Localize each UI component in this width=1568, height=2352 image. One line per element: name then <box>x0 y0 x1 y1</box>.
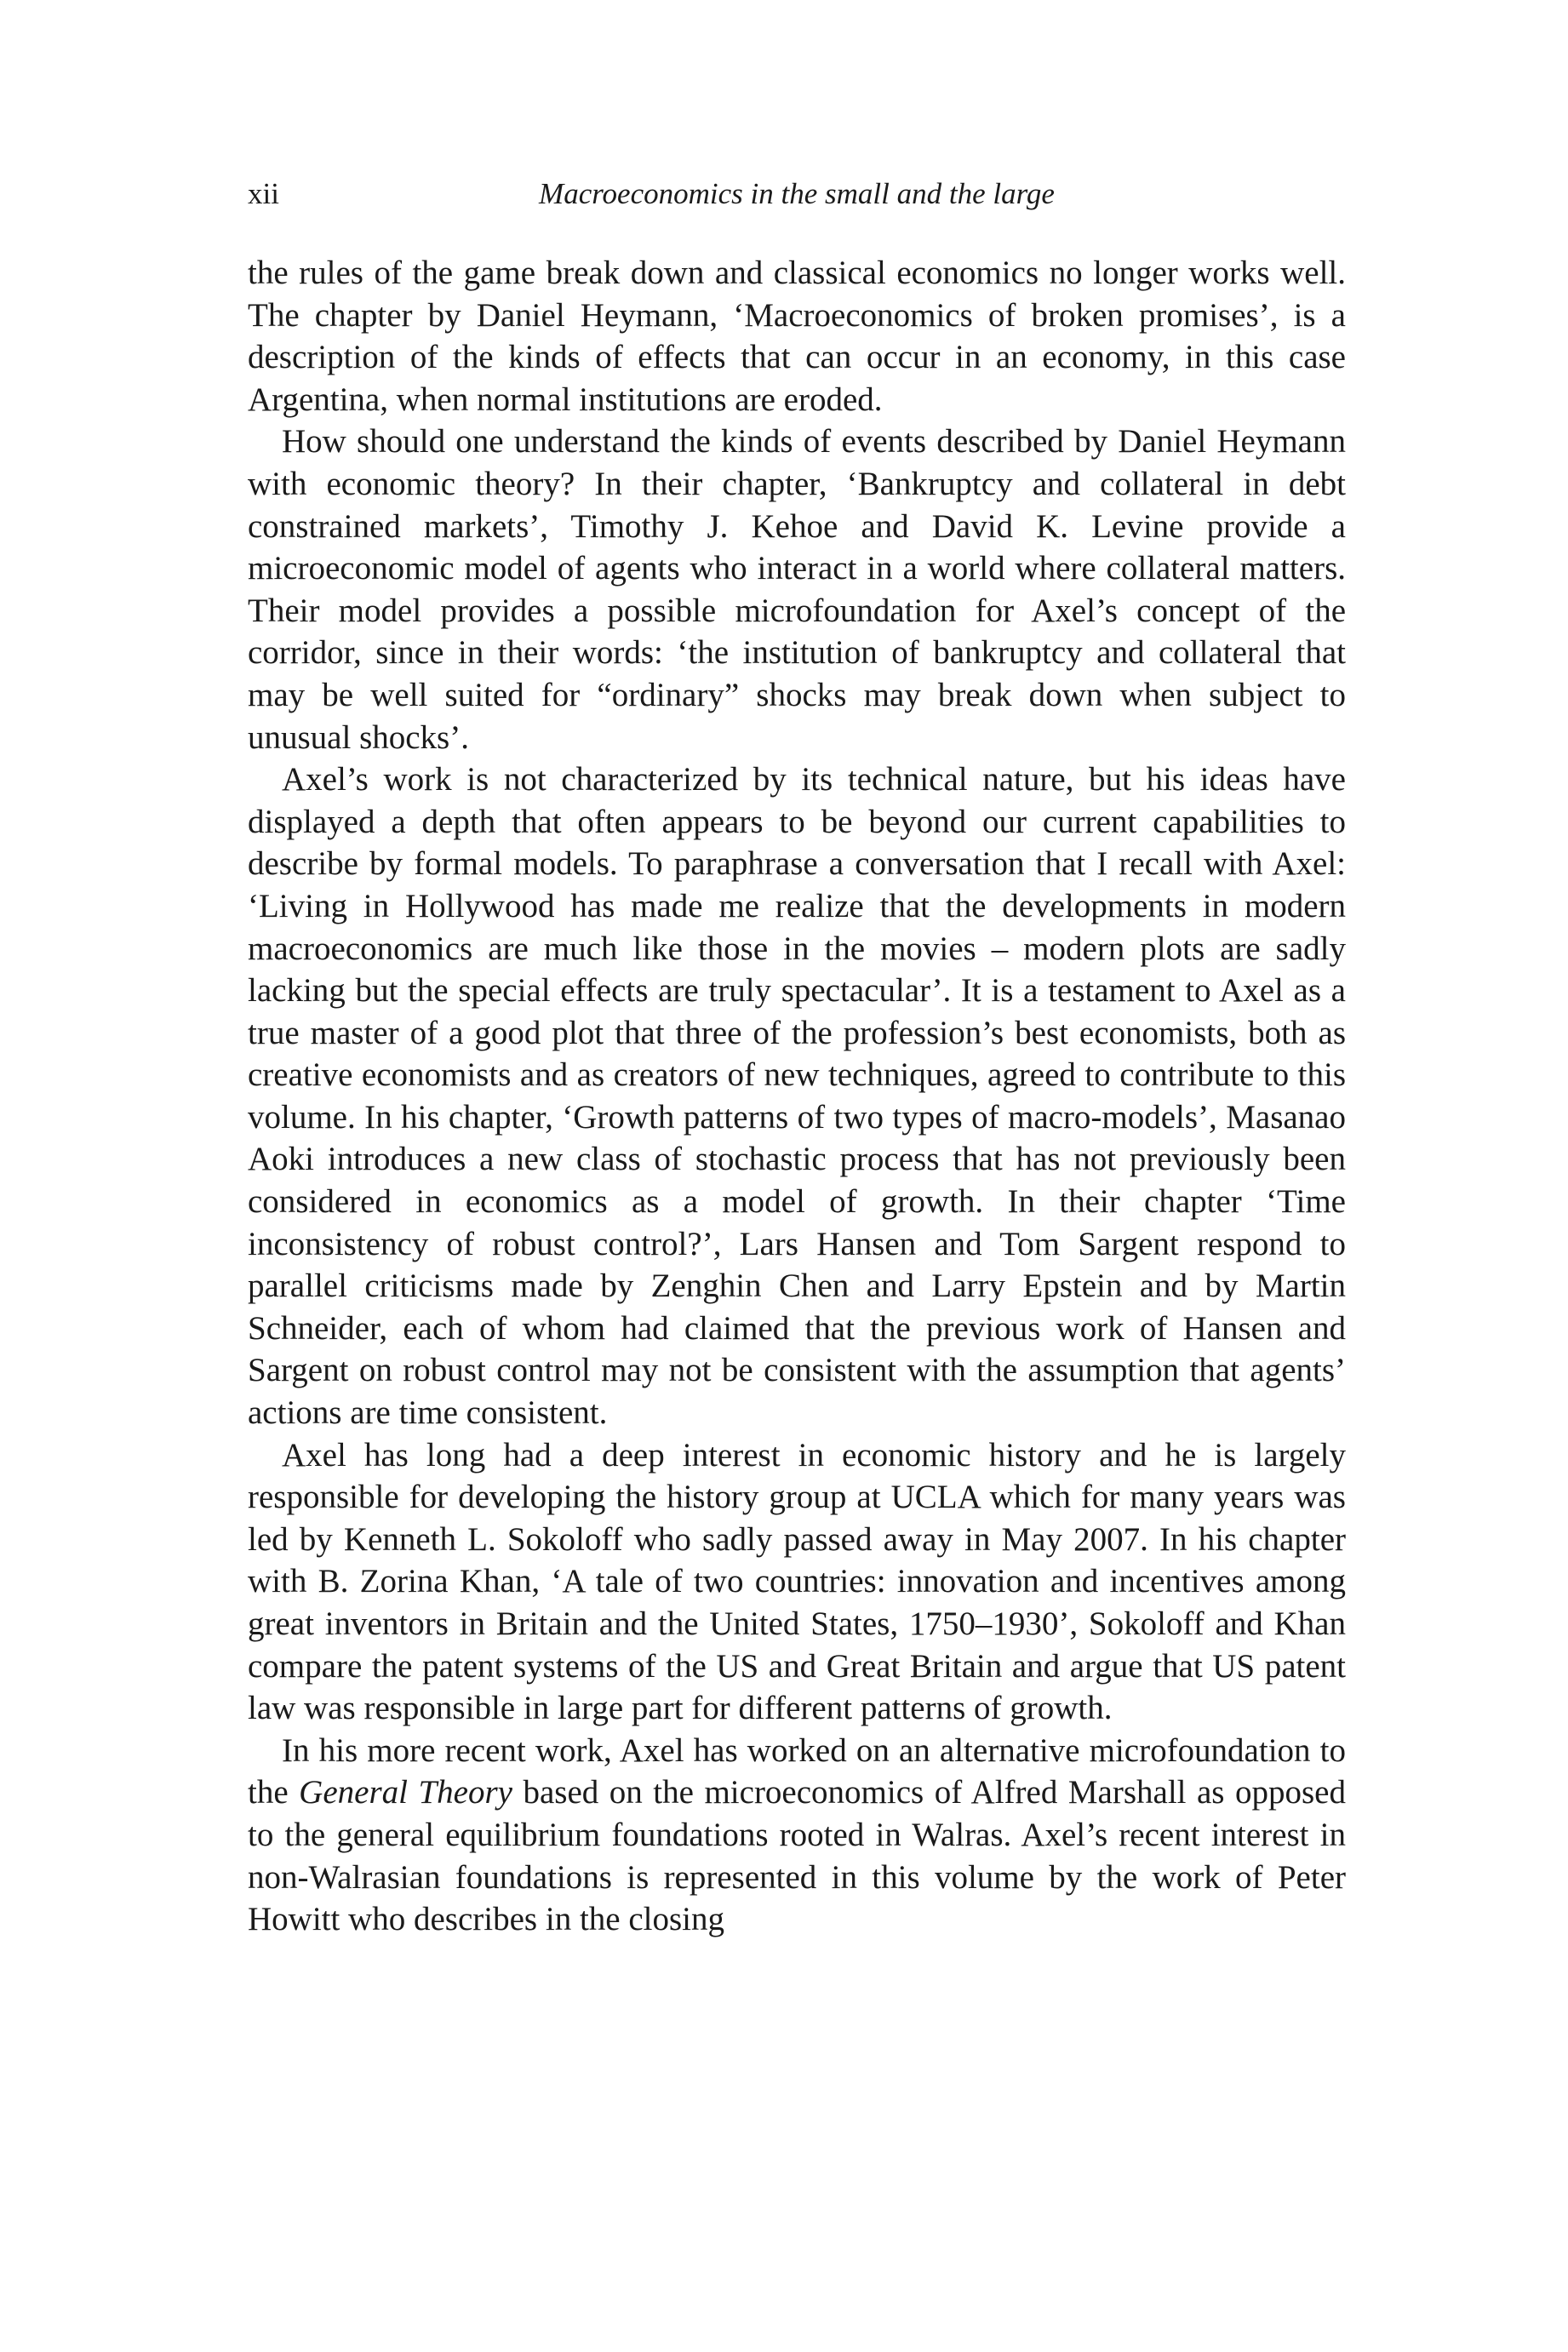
paragraph-4: Axel has long had a deep interest in economic history and he is largely responsible for developing the history group at UCLA which for many years was led by Kenneth L. Sokoloff who sadly passed away in May 2007. In his chapter with B. Zorina Khan, ‘A tale of two countries: innovation and incentives among great inventors in Britain and the United States, 1750–1930’, Sokoloff and Khan compare the patent systems of the US and Great Britain and argue that US patent law was responsible in large part for different patterns of growth. <box>248 1436 1346 1727</box>
paragraph-2: How should one understand the kinds of events described by Daniel Heymann with economic theory? In their chapter, ‘Bankruptcy and collateral in debt constrained markets’, Timothy J. Kehoe and David K. Levine provide a microeconomic model of agents who interact in a world where collateral matters. Their model provides a possible microfoundation for Axel’s concept of the corridor, since in their words: ‘the institution of bankruptcy and collateral that may be well suited for “ordinary” shocks may break down when subject to unusual shocks’. <box>248 423 1346 756</box>
running-title: Macroeconomics in the small and the large <box>539 177 1055 210</box>
paragraph-1: the rules of the game break down and classical economics no longer works well. The chapter by Daniel Heymann, ‘Macroeconomics of broken promises’, is a description of the kinds of effects that can occur in an economy, in this case Argentina, when normal institutions are eroded. <box>248 255 1346 418</box>
paragraph-5 <box>248 1730 1346 1941</box>
page-number: xii <box>248 177 279 210</box>
book-title-general-theory: General Theory <box>299 1774 512 1811</box>
paragraph-5-text-after: based on the microeconomics of Alfred Marshall as opposed to the general equilibrium foundations rooted in Walras. Axel’s recent interest in non-Walrasian foundations is represented in this volume by the work of Peter Howitt who describes in the closing <box>248 1774 1346 1938</box>
paragraph-5-text-before: In his more recent work, Axel has worked on an alternative microfoundation to the <box>248 1731 1346 1811</box>
paragraph-3: Axel’s work is not characterized by its technical nature, but his ideas have displayed a depth that often appears to be beyond our current capabilities to describe by formal models. To paraphrase a conversation that I recall with Axel: ‘Living in Hollywood has made me realize that the developments in modern macroeconomics are much like those in the movies – modern plots are sadly lacking but the special effects are truly spectacular’. It is a testament to Axel as a true master of a good plot that three of the profession’s best economists, both as creative economists and as creators of new techniques, agreed to contribute to this volume. In his chapter, ‘Growth patterns of two types of macro-models’, Masanao Aoki introduces a new class of stochastic process that has not previously been considered in economics as a model of growth. In their chapter ‘Time inconsistency of robust control?’, Lars Hansen and Tom Sargent respond to parallel criticisms made by Zenghin Chen and Larry Epstein and by Martin Schneider, each of whom had claimed that the previous work of Hansen and Sargent on robust control may not be consistent with the assumption that agents’ actions are time consistent. <box>248 761 1346 1432</box>
body-text <box>248 252 1346 1941</box>
running-head <box>248 170 1346 218</box>
